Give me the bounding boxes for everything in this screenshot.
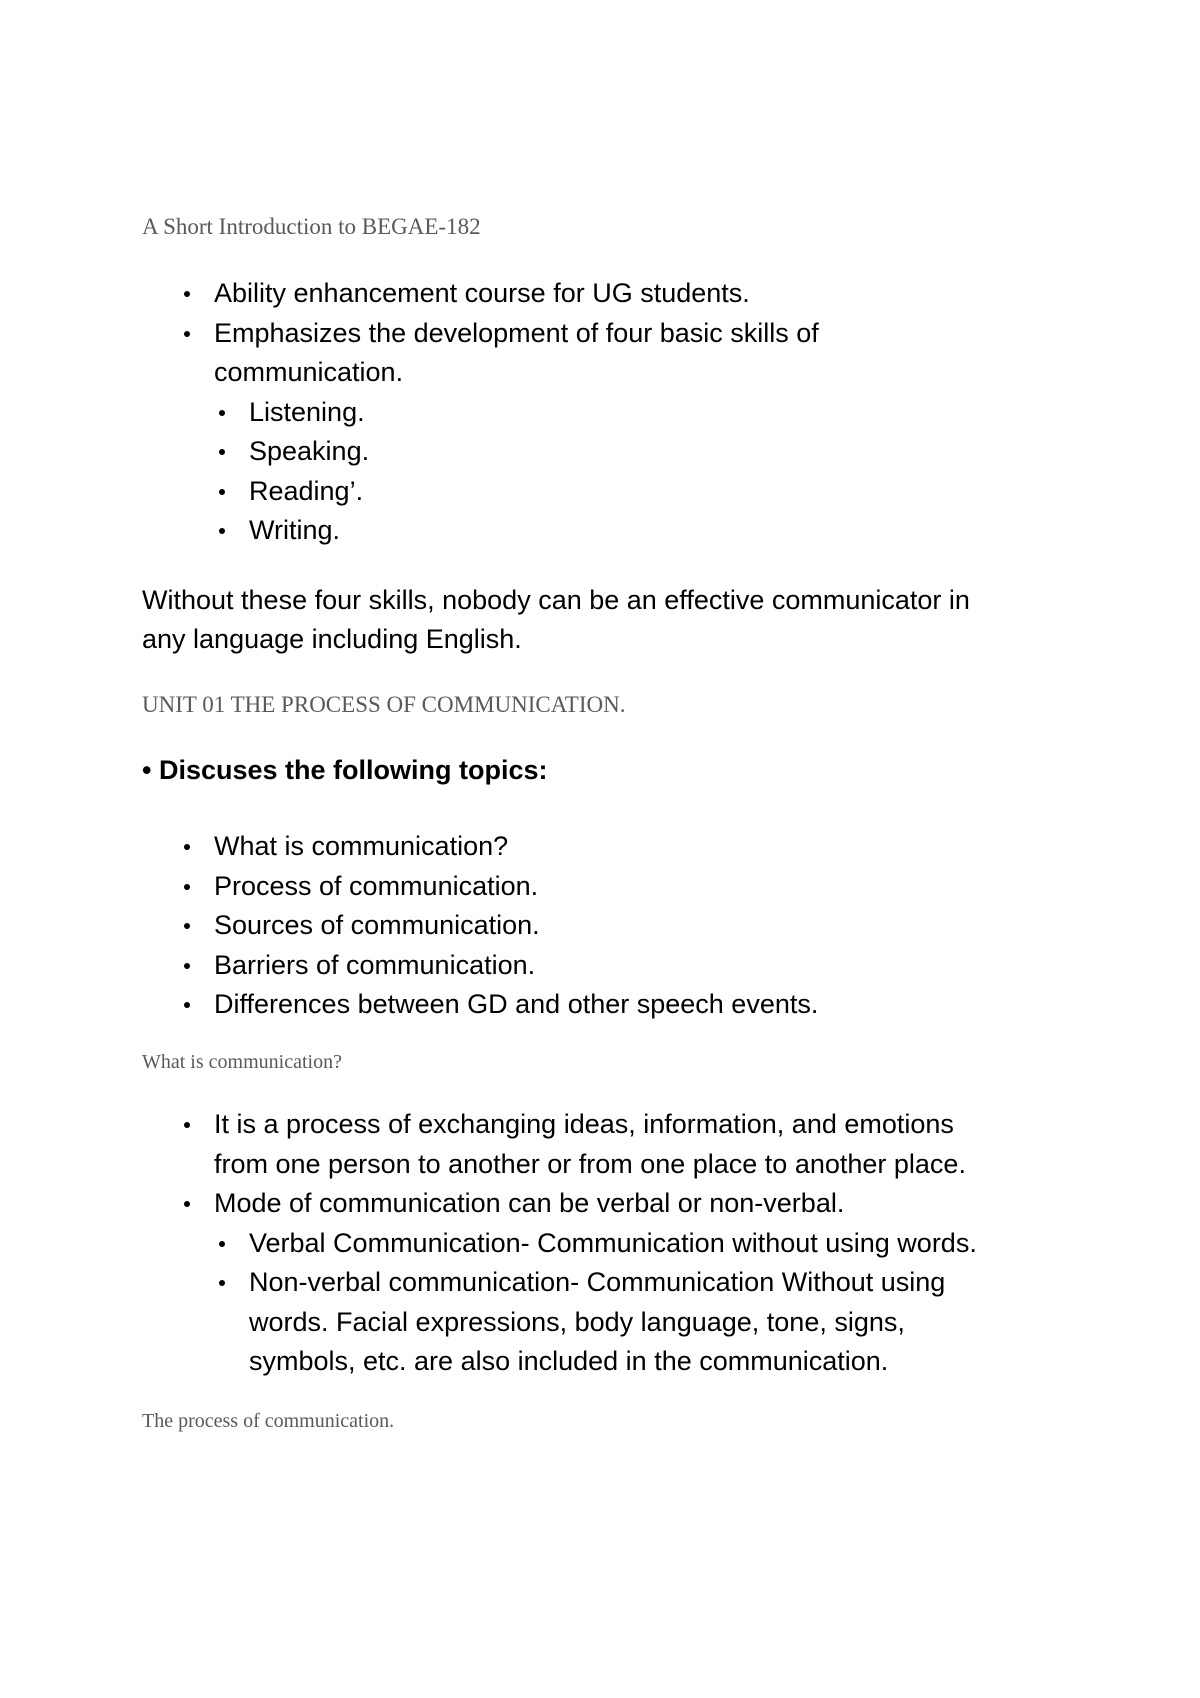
unit-heading: UNIT 01 THE PROCESS OF COMMUNICATION. — [142, 692, 626, 717]
bullet-text: Ability enhancement course for UG students. — [214, 278, 750, 308]
bullet-text: from one person to another or from one place to another place. — [214, 1148, 966, 1179]
intro-paragraph-line-2: any language including English. — [142, 624, 522, 654]
bullet-text: communication. — [214, 357, 404, 387]
bullet-icon — [184, 884, 190, 890]
sub-list-item — [142, 1263, 977, 1303]
skill-item-speaking — [142, 432, 819, 472]
topics-intro: • Discuses the following topics: — [142, 755, 548, 785]
bullet-icon — [219, 1241, 225, 1247]
bullet-icon — [184, 923, 190, 929]
list-item — [142, 827, 818, 867]
bullet-text: Mode of communication can be verbal or non-verbal. — [214, 1188, 845, 1218]
list-item-continuation — [142, 353, 819, 393]
sub-list-item-continuation — [142, 1342, 977, 1382]
bullet-icon — [184, 844, 190, 850]
topic-text: Process of communication. — [214, 870, 539, 901]
sub-list-item — [142, 1224, 977, 1264]
bullet-icon — [184, 291, 190, 297]
list-item — [142, 1105, 977, 1145]
list-item — [142, 867, 818, 907]
bullet-icon — [219, 410, 225, 416]
topic-text: Barriers of communication. — [214, 949, 536, 980]
skill-text: Listening. — [249, 396, 365, 427]
topics-list — [142, 827, 818, 1025]
list-item — [142, 1184, 977, 1224]
bullet-icon — [219, 449, 225, 455]
bullet-icon — [219, 489, 225, 495]
intro-paragraph-line-1: Without these four skills, nobody can be an effective communicator in — [142, 585, 970, 615]
topic-text: Differences between GD and other speech events. — [214, 989, 819, 1019]
sub-bullet-text: symbols, etc. are also included in the communication. — [249, 1346, 889, 1376]
skill-text: Writing. — [249, 515, 341, 545]
bullet-icon — [219, 1280, 225, 1286]
topic-text: Sources of communication. — [214, 910, 540, 940]
skill-item-reading — [142, 472, 819, 512]
sub-bullet-text: words. Facial expressions, body language, tone, signs, — [249, 1306, 905, 1337]
bullet-text: Emphasizes the development of four basic skills of — [214, 317, 819, 348]
list-item — [142, 314, 819, 354]
list-item — [142, 985, 818, 1025]
bullet-icon — [184, 1002, 190, 1008]
sub-bullet-text: Verbal Communication- Communication without using words. — [249, 1227, 977, 1258]
sub-bullet-text: Non-verbal communication- Communication Without using — [249, 1267, 946, 1297]
what-is-bullet-list — [142, 1105, 977, 1382]
skill-item-writing — [142, 511, 819, 551]
skill-text: Speaking. — [249, 436, 370, 466]
list-item — [142, 274, 819, 314]
list-item — [142, 906, 818, 946]
what-is-heading: What is communication? — [142, 1051, 342, 1073]
intro-heading: A Short Introduction to BEGAE-182 — [142, 214, 481, 239]
skill-text: Reading’. — [249, 475, 364, 506]
process-heading: The process of communication. — [142, 1410, 395, 1432]
list-item — [142, 946, 818, 986]
bullet-icon — [184, 1201, 190, 1207]
intro-bullet-list — [142, 274, 819, 551]
skill-item-listening — [142, 393, 819, 433]
bullet-icon — [219, 528, 225, 534]
bullet-icon — [184, 1122, 190, 1128]
sub-list-item-continuation — [142, 1303, 977, 1343]
bullet-icon — [184, 963, 190, 969]
list-item-continuation — [142, 1145, 977, 1185]
topic-text: What is communication? — [214, 831, 509, 861]
bullet-icon — [184, 331, 190, 337]
bullet-text: It is a process of exchanging ideas, information, and emotions — [214, 1109, 954, 1139]
